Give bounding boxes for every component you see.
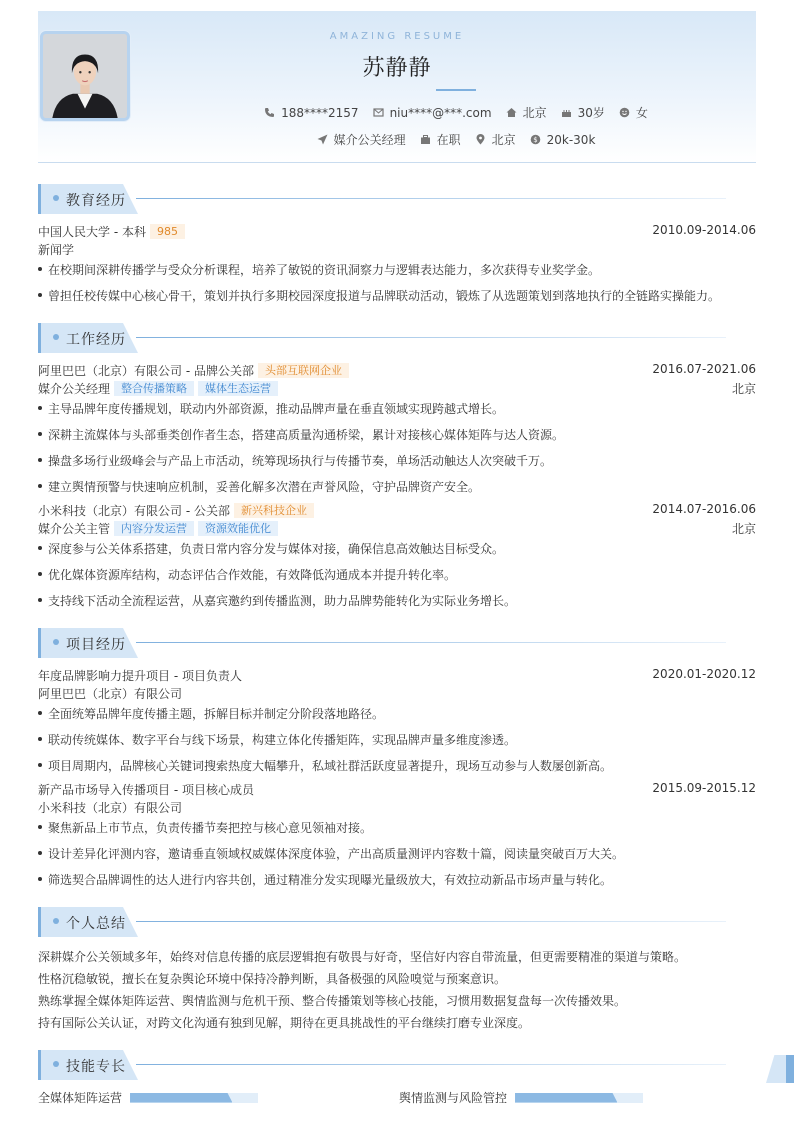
education-major: 新闻学 bbox=[38, 243, 75, 257]
education-date: 2010.09-2014.06 bbox=[652, 223, 756, 237]
city-item bbox=[475, 131, 516, 148]
skill-item bbox=[38, 1089, 258, 1106]
section-title-dot bbox=[53, 918, 59, 924]
home-icon bbox=[506, 107, 517, 118]
work-company-tag: 头部互联网企业 bbox=[258, 363, 349, 378]
section-summary bbox=[38, 907, 756, 937]
position-item bbox=[317, 131, 406, 148]
section-skills bbox=[38, 1050, 756, 1080]
skill-name: 舆情监测与风险管控 bbox=[399, 1091, 508, 1105]
project-date: 2020.01-2020.12 bbox=[652, 667, 756, 681]
location-pin-icon bbox=[475, 134, 486, 145]
work-role: 媒介公关经理 bbox=[38, 382, 111, 396]
name-underline bbox=[436, 89, 476, 91]
phone-icon bbox=[264, 107, 275, 118]
gender-item bbox=[619, 104, 648, 121]
mail-icon bbox=[373, 107, 384, 118]
section-title-dot bbox=[53, 639, 59, 645]
section-title-dot bbox=[53, 334, 59, 340]
phone-text: 188****2157 bbox=[281, 105, 359, 120]
project-date: 2015.09-2015.12 bbox=[652, 781, 756, 795]
project-bullet: 联动传统媒体、数字平台与线下场景，构建立体化传播矩阵，实现品牌声量多维度渗透。 bbox=[38, 731, 756, 748]
education-tag: 985 bbox=[150, 224, 185, 239]
skill-name: 全媒体矩阵运营 bbox=[38, 1091, 123, 1105]
hometown-item bbox=[506, 104, 547, 121]
work-entry bbox=[38, 502, 756, 519]
city-text: 北京 bbox=[491, 133, 516, 147]
section-projects bbox=[38, 628, 756, 658]
resume-header bbox=[38, 11, 756, 163]
work-skill-tag: 整合传播策略 bbox=[114, 381, 194, 396]
skill-bar bbox=[130, 1093, 258, 1103]
work-skill-tag: 媒体生态运营 bbox=[198, 381, 278, 396]
education-bullet: 曾担任校传媒中心核心骨干，策划并执行多期校园深度报道与品牌联动活动，锻炼了从选题策划到落地执行的全链路实操能力。 bbox=[38, 287, 756, 304]
cake-icon bbox=[561, 107, 572, 118]
section-title-line bbox=[136, 1064, 726, 1065]
section-title-line bbox=[136, 642, 726, 643]
work-bullet: 优化媒体资源库结构，动态评估合作效能，有效降低沟通成本并提升转化率。 bbox=[38, 566, 756, 583]
project-bullet: 设计差异化评测内容，邀请垂直领域权威媒体深度体验，产出高质量测评内容数十篇，阅读量突破百万大关。 bbox=[38, 845, 756, 862]
send-icon bbox=[317, 134, 328, 145]
work-bullet: 建立舆情预警与快速响应机制，妥善化解多次潜在声誉风险，守护品牌资产安全。 bbox=[38, 478, 756, 495]
work-date: 2016.07-2021.06 bbox=[652, 362, 756, 376]
project-entry bbox=[38, 667, 756, 684]
salary-text: 20k-30k bbox=[546, 132, 596, 147]
project-bullet: 项目周期内，品牌核心关键词搜索热度大幅攀升，私域社群活跃度显著提升，现场互动参与人数屡创新高。 bbox=[38, 757, 756, 774]
skill-bar bbox=[515, 1093, 643, 1103]
gender-text: 女 bbox=[635, 106, 648, 120]
skill-item bbox=[399, 1089, 643, 1106]
section-title-dot bbox=[53, 195, 59, 201]
section-title-dot bbox=[53, 1061, 59, 1067]
project-bullet: 全面统筹品牌年度传播主题，拆解目标并制定分阶段落地路径。 bbox=[38, 705, 756, 722]
education-bullet: 在校期间深耕传播学与受众分析课程，培养了敏锐的资讯洞察力与逻辑表达能力，多次获得专业奖学金。 bbox=[38, 261, 756, 278]
work-role-row bbox=[38, 520, 756, 537]
contact-row bbox=[38, 104, 756, 121]
email-text: niu****@***.com bbox=[389, 105, 492, 120]
project-entry bbox=[38, 781, 756, 798]
work-entry bbox=[38, 362, 756, 379]
work-date: 2014.07-2016.06 bbox=[652, 502, 756, 516]
project-title: 年度品牌影响力提升项目 - 项目负责人 bbox=[38, 669, 242, 683]
section-title-line bbox=[136, 921, 726, 922]
skill-bar-fill bbox=[515, 1093, 617, 1103]
work-location: 北京 bbox=[731, 522, 756, 536]
section-title-text: 技能专长 bbox=[66, 1059, 126, 1075]
work-location: 北京 bbox=[731, 382, 756, 396]
work-bullet: 深度参与公关体系搭建，负责日常内容分发与媒体对接，确保信息高效触达目标受众。 bbox=[38, 540, 756, 557]
status-item bbox=[420, 131, 461, 148]
summary-line: 性格沉稳敏锐，擅长在复杂舆论环境中保持冷静判断，具备极强的风险嗅觉与预案意识。 bbox=[38, 972, 507, 986]
section-education bbox=[38, 184, 756, 214]
coin-icon bbox=[530, 134, 541, 145]
work-company-tag: 新兴科技企业 bbox=[234, 503, 314, 518]
project-bullet: 筛选契合品牌调性的达人进行内容共创，通过精准分发实现曝光量级放大，有效拉动新品市场声量与转化。 bbox=[38, 871, 756, 888]
work-company: 阿里巴巴（北京）有限公司 - 品牌公关部 bbox=[38, 364, 254, 378]
section-title-line bbox=[136, 337, 726, 338]
hometown-text: 北京 bbox=[522, 106, 547, 120]
resume-brand: AMAZING RESUME bbox=[329, 31, 465, 42]
age-item bbox=[561, 104, 605, 121]
work-bullet: 深耕主流媒体与头部垂类创作者生态，搭建高质量沟通桥梁，累计对接核心媒体矩阵与达人资源。 bbox=[38, 426, 756, 443]
work-bullet: 支持线下活动全流程运营，从嘉宾邀约到传播监测，助力品牌势能转化为实际业务增长。 bbox=[38, 592, 756, 609]
education-school: 中国人民大学 - 本科 bbox=[38, 225, 146, 239]
smile-icon bbox=[619, 107, 630, 118]
svg-text:$: $ bbox=[532, 136, 538, 144]
project-org: 小米科技（北京）有限公司 bbox=[38, 801, 183, 815]
work-bullet: 操盘多场行业级峰会与产品上市活动，统筹现场执行与传播节奏，单场活动触达人次突破千万。 bbox=[38, 452, 756, 469]
education-entry bbox=[38, 223, 756, 240]
page-corner-decoration bbox=[766, 1055, 794, 1083]
project-org: 阿里巴巴（北京）有限公司 bbox=[38, 687, 183, 701]
project-title: 新产品市场导入传播项目 - 项目核心成员 bbox=[38, 783, 254, 797]
section-title-text: 个人总结 bbox=[66, 916, 126, 932]
work-bullet: 主导品牌年度传播规划，联动内外部资源，推动品牌声量在垂直领域实现跨越式增长。 bbox=[38, 400, 756, 417]
work-skill-tag: 资源效能优化 bbox=[198, 521, 278, 536]
briefcase-icon bbox=[420, 134, 431, 145]
candidate-name: 苏静静 bbox=[362, 56, 432, 81]
salary-item bbox=[530, 133, 596, 147]
position-text: 媒介公关经理 bbox=[333, 133, 406, 147]
summary-line: 熟练掌握全媒体矩阵运营、舆情监测与危机干预、整合传播策划等核心技能，习惯用数据复盘每一次传播效果。 bbox=[38, 994, 627, 1008]
phone-item bbox=[264, 106, 358, 120]
summary-line: 持有国际公关认证，对跨文化沟通有独到见解，期待在更具挑战性的平台继续打磨专业深度。 bbox=[38, 1016, 531, 1030]
work-company: 小米科技（北京）有限公司 - 公关部 bbox=[38, 504, 230, 518]
section-title-line bbox=[136, 198, 726, 199]
work-skill-tag: 内容分发运营 bbox=[114, 521, 194, 536]
section-title-text: 工作经历 bbox=[66, 332, 126, 348]
project-bullet: 聚焦新品上市节点，负责传播节奏把控与核心意见领袖对接。 bbox=[38, 819, 756, 836]
summary-line: 深耕媒介公关领域多年，始终对信息传播的底层逻辑抱有敬畏与好奇，坚信好内容自带流量，但更需要精准的渠道与策略。 bbox=[38, 950, 687, 964]
section-title-text: 项目经历 bbox=[66, 637, 126, 653]
email-item bbox=[373, 106, 492, 120]
job-intent-row bbox=[38, 131, 756, 148]
age-text: 30岁 bbox=[577, 106, 605, 120]
work-role-row bbox=[38, 380, 756, 397]
work-role: 媒介公关主管 bbox=[38, 522, 111, 536]
skill-bar-fill bbox=[130, 1093, 232, 1103]
section-work bbox=[38, 323, 756, 353]
status-text: 在职 bbox=[436, 133, 461, 147]
section-title-text: 教育经历 bbox=[66, 193, 126, 209]
